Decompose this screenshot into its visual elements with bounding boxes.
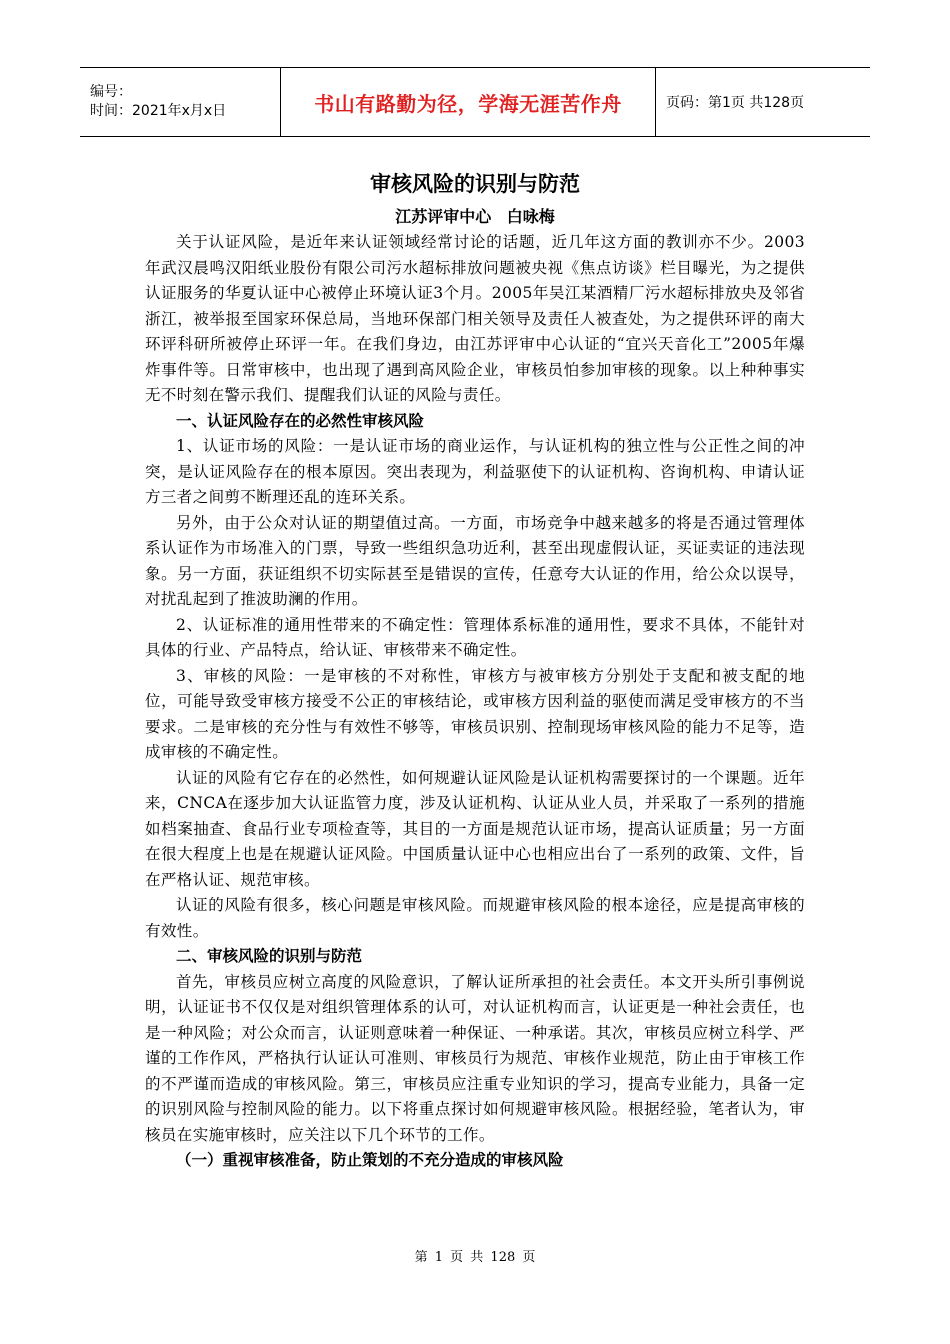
body-paragraph: 1、认证市场的风险：一是认证市场的商业运作，与认证机构的独立性与公正性之间的冲突，是认证风险存在的根本原因。突出表现为，利益驱使下的认证机构、咨询机构、申请认证方三者之间剪不断理还乱的连环关系。 — [145, 437, 805, 506]
header-meta — [80, 68, 280, 136]
document-date: 时间：2021年x月x日 — [90, 103, 227, 119]
header-motto: 书山有路勤为径，学海无涯苦作舟 — [314, 91, 622, 116]
body-paragraph: 首先，审核员应树立高度的风险意识，了解认证所承担的社会责任。本文开头所引事例说明，认证证书不仅仅是对组织管理体系的认可，对认证机构而言，认证更是一种社会责任，也是一种风险；对公众而言，认证则意味着一种保证、一种承诺。其次，审核员应树立科学、严谨的工作作风，严格执行认证认可准则、审核员行为规范、审核作业规范，防止由于审核工作的不严谨而造成的审核风险。第三，审核员应注重专业知识的学习，提高专业能力，具备一定的识别风险与控制风险的能力。以下将重点探讨如何规避审核风险。根据经验，笔者认为，审核员在实施审核时，应关注以下几个环节的工作。 — [145, 972, 805, 1144]
header-motto-cell — [280, 68, 656, 136]
document-author: 江苏评审中心 白咏梅 — [395, 207, 555, 226]
section-heading: 二、审核风险的识别与防范 — [176, 947, 363, 965]
document-title: 审核风险的识别与防范 — [370, 172, 580, 196]
document-paragraphs — [145, 230, 805, 1174]
section-heading: （一）重视审核准备，防止策划的不充分造成的审核风险 — [176, 1151, 564, 1169]
page-header — [80, 67, 870, 137]
body-paragraph: 2、认证标准的通用性带来的不确定性：管理体系标准的通用性，要求不具体，不能针对具体的行业、产品特点，给认证、审核带来不确定性。 — [145, 615, 805, 659]
section-heading: 一、认证风险存在的必然性审核风险 — [176, 411, 425, 430]
body-paragraph: 另外，由于公众对认证的期望值过高。一方面，市场竞争中越来越多的将是否通过管理体系认证作为市场准入的门票，导致一些组织急功近利，甚至出现虚假认证，买证卖证的违法现象。另一方面，获证组织不切实际甚至是错误的宣传，任意夸大认证的作用，给公众以误导，对扰乱起到了推波助澜的作用。 — [145, 513, 805, 608]
document-body — [145, 165, 805, 1174]
document-number-label: 编号： — [90, 84, 132, 100]
page-footer: 第 1 页 共 128 页 — [414, 1250, 536, 1265]
body-paragraph: 3、审核的风险：一是审核的不对称性，审核方与被审核方分别处于支配和被支配的地位，可能导致受审核方接受不公正的审核结论，或审核方因利益的驱使而满足受审核方的不当要求。二是审核的充分性与有效性不够等，审核员识别、控制现场审核风险的能力不足等，造成审核的不确定性。 — [145, 666, 805, 761]
body-paragraph: 认证的风险有它存在的必然性，如何规避认证风险是认证机构需要探讨的一个课题。近年来，CNCA在逐步加大认证监管力度，涉及认证机构、认证从业人员，并采取了一系列的措施如档案抽查、食品行业专项检查等，其目的一方面是规范认证市场，提高认证质量；另一方面在很大程度上也是在规避认证风险。中国质量认证中心也相应出台了一系列的政策、文件，旨在严格认证、规范审核。 — [145, 768, 805, 889]
body-paragraph: 认证的风险有很多，核心问题是审核风险。而规避审核风险的根本途径，应是提高审核的有效性。 — [145, 896, 805, 940]
header-page-info-cell — [656, 68, 870, 136]
body-paragraph: 关于认证风险，是近年来认证领域经常讨论的话题，近几年这方面的教训亦不少。2003年武汉晨鸣汉阳纸业股份有限公司污水超标排放问题被央视《焦点访谈》栏目曝光，为之提供认证服务的华夏认证中心被停止环境认证3个月。2005年吴江某酒精厂污水超标排放央及邻省浙江，被举报至国家环保总局，当地环保部门相关领导及责任人被查处，为之提供环评的南大环评科研所被停止环评一年。在我们身边，由江苏评审中心认证的“宜兴天音化工”2005年爆炸事件等。日常审核中，也出现了遇到高风险企业，审核员怕参加审核的现象。以上种种事实无不时刻在警示我们、提醒我们认证的风险与责任。 — [145, 233, 805, 404]
header-page-info: 页码：第1页 共128页 — [666, 95, 805, 111]
